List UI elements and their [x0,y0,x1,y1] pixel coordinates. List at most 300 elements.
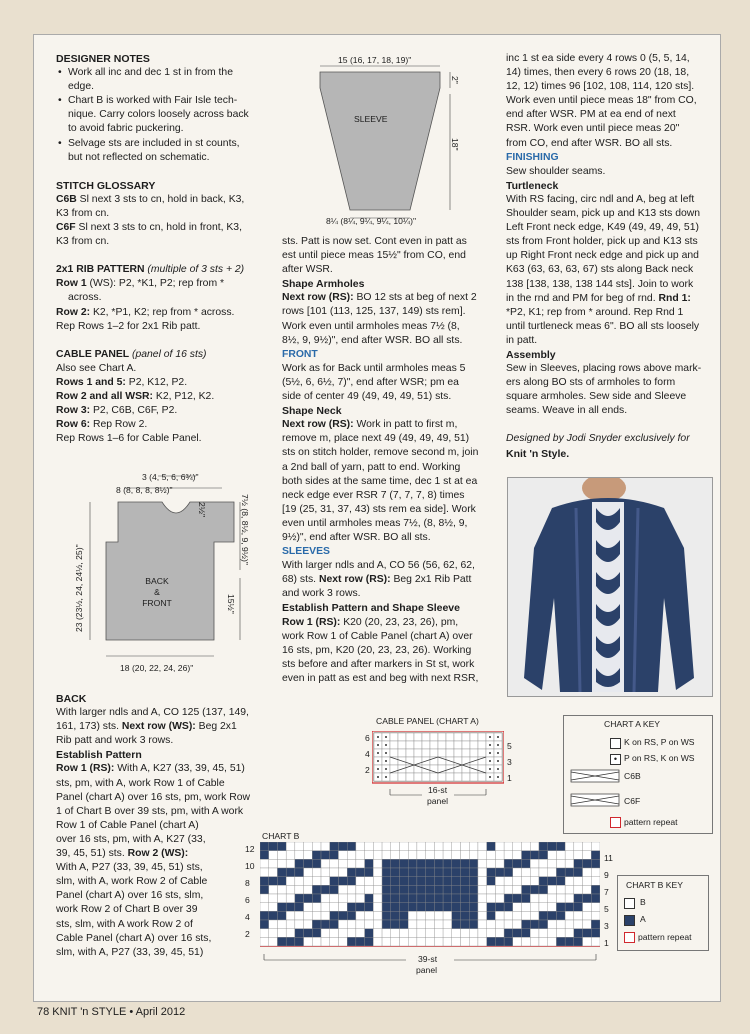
chart-b-cell [530,842,539,851]
text-line: remove m, place next 49 (49, 49, 49, 51) [282,433,470,445]
chart-b-cell [452,859,461,868]
chart-b-cell [504,920,513,929]
length-label: 23 (23½, 24, 24½, 25)" [74,544,84,632]
chart-b-cell [495,894,504,903]
chart-b-cell [522,920,531,929]
chart-a-purl-dot [385,744,387,746]
key-repeat-label: pattern repeat [624,817,678,827]
chart-b-cell [295,877,304,886]
chart-b-cell [260,894,269,903]
row2-line: Cable Panel (chart A) over 16 sts, [56,932,212,944]
chart-b-cell [487,903,496,912]
key-knit-label: K on RS, P on WS [624,737,695,747]
chart-b-cell [295,868,304,877]
chart-b-cell [495,920,504,929]
chart-b-cell [591,859,600,868]
chart-b-cell [408,894,417,903]
chart-b-cell [347,937,356,946]
chart-b-cell [583,842,592,851]
chart-b-cell [399,894,408,903]
chart-b-cell [382,911,391,920]
chart-b-cell [504,842,513,851]
text-line: 16 sts, pm, K20 (20, 23, 23, 26). Working [282,644,472,656]
text-line: With RS facing, circ ndl and A, beg at left [506,193,695,205]
chart-b-cell [478,842,487,851]
chart-b-cell [277,911,286,920]
chart-b-cell [295,859,304,868]
text-line: [19 (25, 31, 37, 43) sts rem ea side]. Work [282,503,476,515]
column-2 [282,235,492,686]
note-line: • Selvage sts are included in st counts, [56,137,268,151]
chart-b-cell [504,929,513,938]
text-line: Sew shoulder seams. [506,165,606,177]
chart-b-cell [574,851,583,860]
chart-a-cell [398,749,406,757]
chart-a-purl-dot [377,752,379,754]
chart-b-cell [461,885,470,894]
chart-b-cell [373,911,382,920]
chart-b-cell [522,929,531,938]
cable-title: CABLE PANEL (panel of 16 sts) [56,348,207,360]
row1-line: Panel (chart A) over 16 sts, pm, work Row [56,791,251,803]
chart-b-cell [452,877,461,886]
chart-b-cell [330,877,339,886]
chart-b-cell [260,859,269,868]
chart-b-cell [452,885,461,894]
chart-a-cell [398,741,406,749]
chart-b-cell [356,859,365,868]
chart-b-cell [478,877,487,886]
chart-b-cell [391,868,400,877]
sleeve-cap-label: 2" [450,76,460,84]
rib-title: 2x1 RIB PATTERN (multiple of 3 sts + 2) [56,264,245,276]
text-line: RSR. Work even until piece meas 20" [506,123,680,135]
chart-a-purl-dot [377,760,379,762]
chart-b-cell [277,903,286,912]
chart-a-cell [414,749,422,757]
chart-b-cell [539,937,548,946]
chart-b-cell [434,877,443,886]
chart-b-cell [330,929,339,938]
chart-b-cell [478,894,487,903]
chart-b-cell [591,842,600,851]
chart-b-cell [522,937,531,946]
chart-b-cell [417,894,426,903]
chart-b-cell [478,920,487,929]
chart-b-cell [461,894,470,903]
chart-b-cell [443,894,452,903]
chart-b-cell [426,903,435,912]
chart-b-cell [338,911,347,920]
chart-b-cell [347,911,356,920]
chart-a-purl-dot [489,776,491,778]
chart-b-cell [312,903,321,912]
chart-a-cell [406,741,414,749]
chart-b-cell [347,920,356,929]
chart-b-cell [426,920,435,929]
chart-b-cell [399,920,408,929]
chart-b-cell [574,877,583,886]
chart-b-cell [434,859,443,868]
chart-b-cell [391,903,400,912]
shape-armholes-title: Shape Armholes [282,278,365,291]
chart-b-row-num: 3 [604,921,609,931]
chart-a-cell [398,773,406,781]
chart-b-cell [365,920,374,929]
chart-b-row-num: 1 [604,938,609,948]
chart-b-cell [304,920,313,929]
chart-b-cell [461,903,470,912]
chart-b-cell [548,842,557,851]
chart-b-cell [417,842,426,851]
chart-b-cell [260,929,269,938]
chart-b-cell [469,859,478,868]
chart-b-cell [347,885,356,894]
chart-b-cell [321,894,330,903]
chart-b-cell [269,851,278,860]
chart-b-cell [408,859,417,868]
chart-b-cell [591,894,600,903]
chart-b-cell [539,868,548,877]
chart-b-cell [304,894,313,903]
chart-b-cell [548,885,557,894]
chart-b-cell [277,937,286,946]
chart-b-cell [513,842,522,851]
chart-b-cell [330,842,339,851]
chart-b-cell [591,877,600,886]
chart-b-cell [260,877,269,886]
armhole-label: 7½ (8, 8½, 9, 9½)" [240,494,250,565]
chart-b-cell [434,868,443,877]
chart-a-purl-dot [377,768,379,770]
chart-b-cell [513,877,522,886]
chart-a-purl-dot [385,736,387,738]
chart-b-cell [556,859,565,868]
back-front-schematic [56,470,268,680]
chart-b-cell [260,885,269,894]
chart-b-cell [321,885,330,894]
text-line: Row 1 (RS): K20 (20, 23, 23, 26), pm, [282,616,459,628]
cable-row6: Row 6: Rep Row 2. [56,419,148,431]
chart-b-cell [513,920,522,929]
chart-b-cell [312,920,321,929]
chart-a-cell [462,733,470,741]
chart-b-cell [556,911,565,920]
chart-a-purl-dot [497,752,499,754]
chart-a-row-num: 6 [365,733,370,743]
chart-a-purl-dot [497,768,499,770]
chart-b-cell [365,937,374,946]
chart-b-cell [478,868,487,877]
key-b-label: B [640,897,646,907]
row1-line: 1 of Chart B over 39 sts, pm, with A work [56,805,244,817]
chart-b-cell [522,911,531,920]
chart-b-cell [522,903,531,912]
glossary-line: K3 from cn. [56,236,110,248]
chart-b-cell [565,859,574,868]
chart-b-cell [495,903,504,912]
chart-b-cell [443,842,452,851]
chart-b-cell [522,851,531,860]
text-line: 14) times, then every 6 rows 20 (18, 18, [506,67,690,79]
chart-b-cell [365,911,374,920]
chart-b-cell [338,885,347,894]
assembly-title: Assembly [506,348,556,361]
chart-b-cell [434,929,443,938]
back-line: Rib patt and work 3 rows. [56,735,174,747]
chart-b-cell [495,911,504,920]
chart-b-cell [556,868,565,877]
sweater-photo [507,477,713,697]
chart-b-cell [365,842,374,851]
chart-a-purl-dot [489,768,491,770]
chart-b-cell [591,911,600,920]
chart-b-cell [260,911,269,920]
chart-b-cell [347,903,356,912]
chart-b-cell [304,868,313,877]
chart-b-cell [295,929,304,938]
text-line: in the rnd and PM for beg of rnd. Rnd 1: [506,292,691,304]
chart-b-cell [443,937,452,946]
back-line: 161, 173) sts. Next row (WS): Beg 2x1 [56,721,237,733]
text-line: Next row (RS): BO 12 sts at beg of next 2 [282,292,477,304]
chart-b-cell [338,937,347,946]
chart-a-cell [414,733,422,741]
chart-b-cell [548,894,557,903]
text-line: est until piece meas 15½" from CO, end [282,250,466,262]
chart-b-cell [304,911,313,920]
chart-a-cell [398,733,406,741]
text-line: from CO, end after WSR. BO all sts. [506,137,673,149]
chart-a-cell [422,741,430,749]
sleeve-bottom-label: 8¼ (8¼, 9¼, 9¼, 10¼)" [326,216,416,226]
chart-b-cell [286,920,295,929]
sweater-illustration [508,478,712,696]
chart-b-cell [286,877,295,886]
chart-b-cell [443,868,452,877]
chart-b-panel-label: panel [416,965,438,975]
chart-b-cell [286,903,295,912]
chart-b-cell [356,885,365,894]
chart-b-cell [452,920,461,929]
chart-b-cell [417,903,426,912]
chart-b-cell [417,929,426,938]
text-line: side of center 49 (49, 49, 49, 51) sts. [282,391,452,403]
chart-b-cell [417,851,426,860]
chart-b-cell [487,920,496,929]
chart-b-cell [504,851,513,860]
chart-b-cell [539,859,548,868]
sleeve-top-label: 15 (16, 17, 18, 19)" [338,55,412,65]
chart-b-cell [530,868,539,877]
chart-a-cell [478,773,486,781]
note-line: to avoid fabric puckering. [68,123,184,135]
chart-b-cell [391,920,400,929]
chart-b-cell [399,937,408,946]
chart-b [260,842,600,964]
chart-b-cell [286,937,295,946]
chart-b-cell [548,851,557,860]
chart-b-cell [591,937,600,946]
chart-b-cell [574,859,583,868]
chart-b-cell [513,868,522,877]
chart-b-cell [399,885,408,894]
chart-b-cell [574,911,583,920]
text-line: Sew in Sleeves, placing rows above mark- [506,363,702,375]
chart-b-cell [426,851,435,860]
chart-b-cell [269,877,278,886]
chart-b-cell [461,877,470,886]
chart-b-cell [522,877,531,886]
designer-credit: Designed by Jodi Snyder exclusively for [506,433,690,445]
chart-b-cell [556,903,565,912]
chart-b-cell [530,920,539,929]
chart-b-cell [495,929,504,938]
text-line: Left Front neck edge, K49 (49, 49, 49, 51) [506,222,699,234]
text-line: 138 [138, 138, 138 144 sts]. Join to work [506,278,694,290]
chart-a-cell [438,749,446,757]
chart-b-cell [382,842,391,851]
chart-b-cell [312,929,321,938]
chart-b-cell [373,885,382,894]
chart-b-cell [504,894,513,903]
chart-b-cell [399,851,408,860]
chart-b-cell [347,929,356,938]
text-line: and work 3 rows. [282,588,361,600]
chart-a-purl-dot [385,776,387,778]
chart-b-cell [295,894,304,903]
chart-b-cell [548,868,557,877]
chart-b-cell [321,929,330,938]
chart-b-cell [504,859,513,868]
chart-b-cell [426,877,435,886]
chart-b-cell [356,903,365,912]
chart-b-cell [452,894,461,903]
text-line: Work even until piece meas 18" from CO, [506,95,697,107]
chart-b-cell [321,911,330,920]
chart-b-cell [583,877,592,886]
chart-b-cell [347,877,356,886]
color-b-swatch-icon [624,898,635,909]
chart-b-cell [382,877,391,886]
chart-b-cell [365,903,374,912]
chart-b-cell [583,885,592,894]
chart-b-cell [504,885,513,894]
chart-a-purl-dot [489,736,491,738]
text-line: 9½)", end after WSR. BO all sts. [282,531,431,543]
chart-b-cell [556,877,565,886]
chart-b-cell [495,885,504,894]
chart-b-cell [461,920,470,929]
chart-b-cell [530,937,539,946]
chart-b-cell [417,885,426,894]
finishing-title: FINISHING [506,151,559,163]
chart-a-cell [478,741,486,749]
chart-b-cell [330,885,339,894]
chart-b-cell [591,903,600,912]
chart-b-cell [452,937,461,946]
chart-b-cell [338,894,347,903]
chart-b-cell [399,903,408,912]
chart-b-cell [347,868,356,877]
chart-b-cell [487,877,496,886]
chart-b-cell [295,842,304,851]
chart-b-cell [530,911,539,920]
text-line: even until armholes meas 7½, (8, 8½, 9, [282,517,468,529]
chart-b-row-num: 11 [604,853,613,863]
chart-b-cell [295,885,304,894]
chart-b-cell [469,911,478,920]
chart-b-cell [583,859,592,868]
chart-b-cell [304,937,313,946]
chart-b-cell [330,911,339,920]
chart-b-cell [461,929,470,938]
chart-b-cell [539,903,548,912]
chart-a-cell [390,733,398,741]
chart-b-cell [487,929,496,938]
text-line: 12, 12) times 96 [102, 108, 114, 120 sts]. [506,81,695,93]
chart-b-cell [277,859,286,868]
chart-a-purl-dot [497,736,499,738]
back-instructions [56,692,272,960]
chart-b-cell [443,903,452,912]
chart-b-cell [373,851,382,860]
chart-b-cell [513,859,522,868]
chart-b-row-num: 6 [245,895,250,905]
chart-b-cell [373,903,382,912]
chart-b-cell [452,929,461,938]
text-line: Work as for Back until armholes meas 5 [282,362,466,374]
chart-a-cell [438,741,446,749]
chart-b-cell [399,929,408,938]
sleeve-label: SLEEVE [354,114,388,124]
chart-b-cell [548,859,557,868]
chart-b-cell [434,903,443,912]
text-line: square armholes. Sew side and Sleeve [506,391,687,403]
chart-b-cell [513,851,522,860]
chart-b-cell [373,842,382,851]
chart-b-cell [312,937,321,946]
chart-b-cell [556,842,565,851]
chart-b-cell [286,842,295,851]
chart-b-cell [487,859,496,868]
chart-b-cell [356,911,365,920]
chart-b-cell [426,929,435,938]
chart-b-cell [260,851,269,860]
chart-b-cell [565,929,574,938]
chart-b-cell [574,894,583,903]
chart-b-cell [443,885,452,894]
chart-b-cell [565,894,574,903]
chart-b-cell [347,859,356,868]
chart-b-cell [391,877,400,886]
chart-b-cell [478,851,487,860]
chart-b-cell [373,929,382,938]
note-line: • Work all inc and dec 1 st in from the [56,66,268,80]
chart-b-cell [304,929,313,938]
chart-b-cell [356,920,365,929]
chart-b-cell [269,885,278,894]
chart-b-cell [347,894,356,903]
neck-width-label: 3 (4, 5, 6, 6¾)" [142,472,199,482]
text-line: *P2, K1; rep from * around. Rep Rnd 1 [506,306,684,318]
text-line: Shoulder seam, pick up and K13 sts down [506,208,701,220]
key-purl-label: P on RS, K on WS [624,753,695,763]
chart-b-cell [461,842,470,851]
chart-a-panel-label: 16-st [428,785,448,795]
text-line: end after WSR. PM at ea end of next [506,109,676,121]
column-3 [506,52,714,461]
